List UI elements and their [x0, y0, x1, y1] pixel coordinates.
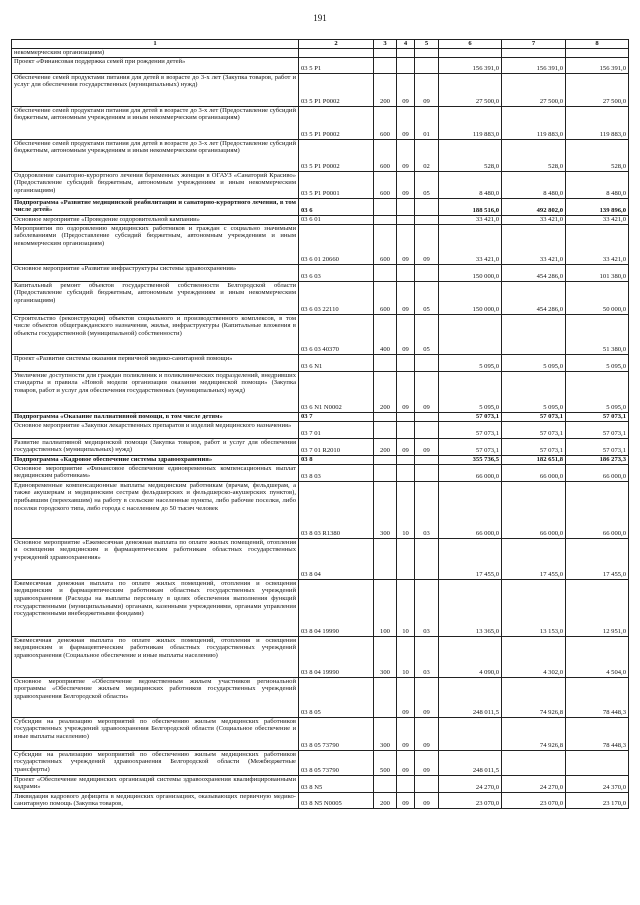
row-code-cell: 03 6 N1 N0002	[299, 371, 374, 412]
row-rz-cell: 09	[397, 717, 415, 750]
row-vr-cell	[374, 354, 397, 371]
row-sum-cell: 74 926,8	[502, 677, 566, 717]
row-pr-cell: 09	[415, 717, 439, 750]
row-sum-cell: 66 000,0	[439, 464, 502, 481]
row-name-cell: Ежемесячная денежная выплата по оплате жилых помещений, отопления и освещения медицинским и фармацевтическим работникам областных государственных учреждений здравоохранения (Социальное обеспечение и иные выплаты населению)	[12, 636, 299, 677]
row-code-cell: 03 6 03 22110	[299, 281, 374, 314]
row-sum-cell: 66 000,0	[502, 481, 566, 538]
table-row	[12, 57, 629, 73]
row-pr-cell	[415, 421, 439, 438]
row-vr-cell	[374, 412, 397, 421]
row-name-cell: Основное мероприятие «Ежемесячная денежная выплата по оплате жилых помещений, отопления и освещения медицинским и фармацевтическим работникам областных государственных учреждений здравоохранения»	[12, 538, 299, 579]
row-name-cell: Строительство (реконструкция) объектов социального и производственного комплексов, в том числе объектов общегражданского назначения, жилья, инфраструктуры (Капитальные вложения в объекты государственной (муниципальной) собственности)	[12, 314, 299, 354]
row-sum-cell: 33 421,0	[502, 215, 566, 224]
row-pr-cell: 02	[415, 139, 439, 171]
row-sum-cell: 4 504,0	[566, 636, 629, 677]
row-sum-cell: 13 365,0	[439, 579, 502, 636]
row-sum-cell: 186 273,3	[566, 455, 629, 464]
row-code-cell: 03 7	[299, 412, 374, 421]
table-row	[12, 775, 629, 792]
row-rz-cell	[397, 464, 415, 481]
row-sum-cell: 24 270,0	[502, 775, 566, 792]
row-sum-cell: 33 421,0	[439, 215, 502, 224]
row-sum-cell: 248 011,5	[439, 677, 502, 717]
row-sum-cell: 27 500,0	[439, 73, 502, 106]
row-pr-cell	[415, 775, 439, 792]
row-rz-cell	[397, 215, 415, 224]
row-sum-cell	[439, 717, 502, 750]
row-rz-cell	[397, 198, 415, 215]
row-name-cell: Основное мероприятие «Закупки лекарственных препаратов и изделий медицинского назначения»	[12, 421, 299, 438]
table-row	[12, 73, 629, 106]
row-sum-cell: 4 090,0	[439, 636, 502, 677]
row-pr-cell: 09	[415, 224, 439, 264]
row-sum-cell: 66 000,0	[566, 481, 629, 538]
row-vr-cell: 100	[374, 579, 397, 636]
row-vr-cell: 200	[374, 73, 397, 106]
row-sum-cell: 17 455,0	[502, 538, 566, 579]
row-pr-cell: 09	[415, 73, 439, 106]
row-sum-cell: 23 070,0	[439, 792, 502, 808]
row-name-cell: Субсидии на реализацию мероприятий по обеспечению жильем медицинских работников государственных учреждений здравоохранения Белгородской области (Межбюджетные трансферты)	[12, 750, 299, 775]
row-name-cell: Капитальный ремонт объектов государственной собственности Белгородской области (Предоставление субсидий бюджетным, автономным учреждениям и иным некоммерческим организациям)	[12, 281, 299, 314]
row-vr-cell: 200	[374, 371, 397, 412]
row-pr-cell	[415, 412, 439, 421]
row-rz-cell: 09	[397, 677, 415, 717]
table-body	[12, 49, 629, 809]
row-sum-cell	[502, 750, 566, 775]
row-code-cell: 03 8 04 19990	[299, 579, 374, 636]
row-name-cell: Единовременные компенсационные выплаты медицинским работникам (врачам, фельдшерам, а также акушеркам и медицинским сестрам фельдшерских и фельдшерско-акушерских пунктов), прибывшим (переехавшим) на работу в сельские населенные пункты, либо рабочие поселки, либо поселки городского типа, либо города с населением до 50 тысяч человек	[12, 481, 299, 538]
row-vr-cell	[374, 198, 397, 215]
row-sum-cell: 78 448,3	[566, 717, 629, 750]
row-code-cell: 03 5 P1 P0002	[299, 106, 374, 139]
header-cell: 8	[566, 40, 629, 49]
row-code-cell: 03 5 P1 P0002	[299, 73, 374, 106]
row-vr-cell	[374, 49, 397, 58]
row-rz-cell: 09	[397, 224, 415, 264]
table-row	[12, 538, 629, 579]
row-pr-cell	[415, 49, 439, 58]
row-name-cell: Основное мероприятие «Обеспечение ведомственным жильем участников региональной программы «Обеспечение жильем медицинских работников государственных учреждений здравоохранения Белгородской области»	[12, 677, 299, 717]
table-row	[12, 579, 629, 636]
row-code-cell	[299, 49, 374, 58]
row-name-cell: Ежемесячная денежная выплата по оплате жилых помещений, отопления и освещения медицинским и фармацевтическим работникам областных государственных учреждений здравоохранения (Расходы на выплаты персоналу в целях обеспечения выполнения функций государственными (муниципальными) органами, казенными учреждениями, органами управления государственными внебюджетными фондами)	[12, 579, 299, 636]
row-sum-cell: 5 095,0	[566, 371, 629, 412]
table-row	[12, 750, 629, 775]
row-sum-cell: 23 070,0	[502, 792, 566, 808]
row-sum-cell: 150 000,0	[439, 264, 502, 281]
row-vr-cell	[374, 538, 397, 579]
row-sum-cell	[502, 49, 566, 58]
row-code-cell: 03 8	[299, 455, 374, 464]
row-name-cell: Увеличение доступности для граждан поликлиник и поликлинических подразделений, внедривших стандарты и правила «Новой модели организации оказания медицинской помощи» (Закупка товаров, работ и услуг для обеспечения государственных (муниципальных) нужд)	[12, 371, 299, 412]
row-name-cell: Ликвидация кадрового дефицита в медицинских организациях, оказывающих первичную медико-санитарную помощь (Закупка товаров,	[12, 792, 299, 808]
row-sum-cell: 182 651,8	[502, 455, 566, 464]
row-rz-cell	[397, 264, 415, 281]
row-sum-cell: 57 073,1	[502, 438, 566, 455]
row-code-cell: 03 8 04 19990	[299, 636, 374, 677]
row-sum-cell: 17 455,0	[566, 538, 629, 579]
row-pr-cell: 05	[415, 314, 439, 354]
row-sum-cell: 101 380,0	[566, 264, 629, 281]
row-rz-cell	[397, 455, 415, 464]
table-row	[12, 314, 629, 354]
row-sum-cell: 17 455,0	[439, 538, 502, 579]
row-sum-cell: 51 380,0	[566, 314, 629, 354]
row-sum-cell: 139 896,0	[566, 198, 629, 215]
row-name-cell: Проект «Развитие системы оказания первичной медико-санитарной помощи»	[12, 354, 299, 371]
row-sum-cell: 27 500,0	[502, 73, 566, 106]
header-cell: 5	[415, 40, 439, 49]
row-code-cell: 03 8 05 73790	[299, 717, 374, 750]
row-code-cell: 03 5 P1 P0002	[299, 139, 374, 171]
row-sum-cell: 5 095,0	[502, 371, 566, 412]
row-vr-cell: 600	[374, 171, 397, 198]
row-sum-cell: 156 391,0	[502, 57, 566, 73]
table-row	[12, 636, 629, 677]
table-row	[12, 371, 629, 412]
row-pr-cell	[415, 354, 439, 371]
row-rz-cell: 09	[397, 139, 415, 171]
row-code-cell: 03 8 03	[299, 464, 374, 481]
row-vr-cell: 200	[374, 438, 397, 455]
row-sum-cell: 12 951,0	[566, 579, 629, 636]
header-cell: 4	[397, 40, 415, 49]
row-code-cell: 03 6 03	[299, 264, 374, 281]
row-pr-cell	[415, 57, 439, 73]
table-row	[12, 438, 629, 455]
row-sum-cell: 57 073,1	[566, 438, 629, 455]
row-rz-cell: 10	[397, 481, 415, 538]
row-vr-cell	[374, 677, 397, 717]
table-row	[12, 224, 629, 264]
row-sum-cell: 8 480,0	[439, 171, 502, 198]
row-sum-cell: 5 095,0	[566, 354, 629, 371]
row-sum-cell: 119 883,0	[439, 106, 502, 139]
row-rz-cell: 09	[397, 281, 415, 314]
row-code-cell: 03 8 N5	[299, 775, 374, 792]
table-row	[12, 264, 629, 281]
row-name-cell: Подпрограмма «Оказание паллиативной помощи, в том числе детям»	[12, 412, 299, 421]
row-code-cell: 03 8 05	[299, 677, 374, 717]
row-vr-cell: 300	[374, 717, 397, 750]
row-code-cell: 03 6 N1	[299, 354, 374, 371]
row-code-cell: 03 6	[299, 198, 374, 215]
row-sum-cell: 5 095,0	[439, 354, 502, 371]
row-rz-cell	[397, 412, 415, 421]
table-row	[12, 171, 629, 198]
row-rz-cell: 09	[397, 438, 415, 455]
row-rz-cell	[397, 421, 415, 438]
row-sum-cell: 454 286,0	[502, 264, 566, 281]
row-sum-cell: 119 883,0	[566, 106, 629, 139]
row-sum-cell: 57 073,1	[439, 412, 502, 421]
row-sum-cell: 8 480,0	[566, 171, 629, 198]
row-sum-cell: 33 421,0	[439, 224, 502, 264]
row-sum-cell	[439, 314, 502, 354]
row-pr-cell	[415, 215, 439, 224]
table-row	[12, 481, 629, 538]
row-rz-cell	[397, 354, 415, 371]
row-sum-cell: 24 370,0	[566, 775, 629, 792]
row-sum-cell: 23 170,0	[566, 792, 629, 808]
row-pr-cell: 09	[415, 792, 439, 808]
row-sum-cell: 156 391,0	[566, 57, 629, 73]
row-sum-cell: 5 095,0	[439, 371, 502, 412]
row-vr-cell	[374, 464, 397, 481]
row-rz-cell	[397, 775, 415, 792]
row-sum-cell: 33 421,0	[566, 215, 629, 224]
row-pr-cell: 09	[415, 371, 439, 412]
row-pr-cell: 01	[415, 106, 439, 139]
row-sum-cell: 78 448,3	[566, 677, 629, 717]
table-row	[12, 412, 629, 421]
row-rz-cell: 09	[397, 171, 415, 198]
row-sum-cell: 5 095,0	[502, 354, 566, 371]
row-name-cell: Оздоровление санаторно-курортного лечения беременных женщин в ОГАУЗ «Санаторий Красиво» (Предоставление субсидий бюджетным, автономным учреждениям и иным некоммерческим организациям)	[12, 171, 299, 198]
row-vr-cell	[374, 775, 397, 792]
row-vr-cell: 600	[374, 106, 397, 139]
table-row	[12, 106, 629, 139]
row-rz-cell: 09	[397, 792, 415, 808]
row-sum-cell: 57 073,1	[439, 421, 502, 438]
table-row	[12, 792, 629, 808]
row-code-cell: 03 6 01	[299, 215, 374, 224]
row-sum-cell: 454 286,0	[502, 281, 566, 314]
row-pr-cell	[415, 538, 439, 579]
row-code-cell: 03 6 03 40370	[299, 314, 374, 354]
row-sum-cell: 33 421,0	[502, 224, 566, 264]
row-sum-cell: 13 153,0	[502, 579, 566, 636]
row-sum-cell: 57 073,1	[566, 412, 629, 421]
table-row	[12, 421, 629, 438]
row-name-cell: некоммерческим организациям)	[12, 49, 299, 58]
row-vr-cell	[374, 455, 397, 464]
table-row	[12, 455, 629, 464]
row-sum-cell: 33 421,0	[566, 224, 629, 264]
row-name-cell: Проект «Обеспечение медицинских организаций системы здравоохранения квалифицированными кадрами»	[12, 775, 299, 792]
row-sum-cell: 66 000,0	[566, 464, 629, 481]
row-sum-cell: 528,0	[502, 139, 566, 171]
row-vr-cell: 300	[374, 636, 397, 677]
row-rz-cell: 09	[397, 371, 415, 412]
table-row	[12, 464, 629, 481]
row-name-cell: Основное мероприятие «Проведение оздоровительной кампании»	[12, 215, 299, 224]
header-cell: 2	[299, 40, 374, 49]
table-row	[12, 281, 629, 314]
row-sum-cell: 4 302,0	[502, 636, 566, 677]
row-sum-cell	[566, 49, 629, 58]
row-sum-cell: 150 000,0	[439, 281, 502, 314]
row-name-cell: Развитие паллиативной медицинской помощи (Закупка товаров, работ и услуг для обеспечения государственных (муниципальных) нужд)	[12, 438, 299, 455]
row-sum-cell: 119 883,0	[502, 106, 566, 139]
row-sum-cell: 27 500,0	[566, 73, 629, 106]
row-code-cell: 03 7 01	[299, 421, 374, 438]
table-row	[12, 49, 629, 58]
row-sum-cell: 57 073,1	[502, 421, 566, 438]
row-name-cell: Обеспечение семей продуктами питания для детей в возрасте до 3-х лет (Предоставление субсидий бюджетным, автономным учреждениям и иным некоммерческим организациям)	[12, 139, 299, 171]
table-row	[12, 354, 629, 371]
row-name-cell: Субсидии на реализацию мероприятий по обеспечению жильем медицинских работников государственных учреждений здравоохранения Белгородской области (Социальное обеспечение и иные выплаты населению)	[12, 717, 299, 750]
row-pr-cell: 05	[415, 171, 439, 198]
row-sum-cell: 492 802,0	[502, 198, 566, 215]
row-pr-cell: 03	[415, 579, 439, 636]
row-sum-cell: 528,0	[439, 139, 502, 171]
row-sum-cell: 50 000,0	[566, 281, 629, 314]
row-name-cell: Подпрограмма «Развитие медицинской реабилитации и санаторно-курортного лечения, в том числе детей»	[12, 198, 299, 215]
row-sum-cell: 57 073,1	[502, 412, 566, 421]
header-cell: 1	[12, 40, 299, 49]
row-name-cell: Проект «Финансовая поддержка семей при рождении детей»	[12, 57, 299, 73]
row-sum-cell: 66 000,0	[439, 481, 502, 538]
row-code-cell: 03 8 05 73790	[299, 750, 374, 775]
row-rz-cell: 10	[397, 579, 415, 636]
row-vr-cell: 400	[374, 314, 397, 354]
row-sum-cell: 156 391,0	[439, 57, 502, 73]
header-cell: 6	[439, 40, 502, 49]
row-vr-cell: 600	[374, 281, 397, 314]
row-pr-cell	[415, 455, 439, 464]
row-sum-cell: 66 000,0	[502, 464, 566, 481]
row-vr-cell: 500	[374, 750, 397, 775]
row-pr-cell: 03	[415, 481, 439, 538]
row-code-cell: 03 7 01 R2010	[299, 438, 374, 455]
row-sum-cell: 57 073,1	[566, 421, 629, 438]
budget-table	[11, 39, 629, 809]
row-pr-cell	[415, 264, 439, 281]
row-vr-cell	[374, 264, 397, 281]
page-number: 191	[313, 13, 327, 23]
table-row	[12, 198, 629, 215]
row-vr-cell	[374, 57, 397, 73]
row-code-cell: 03 8 04	[299, 538, 374, 579]
row-pr-cell: 03	[415, 636, 439, 677]
row-vr-cell: 300	[374, 481, 397, 538]
table-row	[12, 215, 629, 224]
row-name-cell: Обеспечение семей продуктами питания для детей в возрасте до 3-х лет (Закупка товаров, работ и услуг для обеспечения государственных (муниципальных) нужд)	[12, 73, 299, 106]
header-cell: 3	[374, 40, 397, 49]
row-code-cell: 03 5 P1 P0001	[299, 171, 374, 198]
table-row	[12, 717, 629, 750]
row-name-cell: Мероприятия по оздоровлению медицинских работников и граждан с социально значимыми заболеваниями (Предоставление субсидий бюджетным, автономным учреждениям и иным некоммерческим организациям)	[12, 224, 299, 264]
row-code-cell: 03 8 N5 N0005	[299, 792, 374, 808]
row-rz-cell: 09	[397, 314, 415, 354]
row-rz-cell	[397, 57, 415, 73]
row-pr-cell	[415, 198, 439, 215]
row-vr-cell	[374, 215, 397, 224]
table-row	[12, 677, 629, 717]
row-pr-cell: 09	[415, 677, 439, 717]
row-code-cell: 03 8 03 R1380	[299, 481, 374, 538]
row-sum-cell: 57 073,1	[439, 438, 502, 455]
row-vr-cell: 600	[374, 139, 397, 171]
row-code-cell: 03 5 P1	[299, 57, 374, 73]
row-rz-cell: 10	[397, 636, 415, 677]
row-sum-cell: 248 011,5	[439, 750, 502, 775]
row-vr-cell: 200	[374, 792, 397, 808]
row-sum-cell: 528,0	[566, 139, 629, 171]
row-sum-cell: 355 736,5	[439, 455, 502, 464]
row-rz-cell	[397, 538, 415, 579]
header-cell: 7	[502, 40, 566, 49]
row-vr-cell	[374, 421, 397, 438]
row-sum-cell	[566, 750, 629, 775]
row-rz-cell: 09	[397, 750, 415, 775]
row-sum-cell: 74 926,8	[502, 717, 566, 750]
row-name-cell: Обеспечение семей продуктами питания для детей в возрасте до 3-х лет (Предоставление субсидий бюджетным, автономным учреждениям и иным некоммерческим организациям)	[12, 106, 299, 139]
row-pr-cell: 05	[415, 281, 439, 314]
table-header-row	[12, 40, 629, 49]
row-sum-cell: 8 480,0	[502, 171, 566, 198]
row-sum-cell	[439, 49, 502, 58]
row-pr-cell: 09	[415, 438, 439, 455]
row-sum-cell: 24 270,0	[439, 775, 502, 792]
row-pr-cell: 09	[415, 750, 439, 775]
row-sum-cell	[502, 314, 566, 354]
row-sum-cell: 188 516,0	[439, 198, 502, 215]
row-name-cell: Основное мероприятие «Развитие инфраструктуры системы здравоохранения»	[12, 264, 299, 281]
row-name-cell: Основное мероприятие «Финансовое обеспечение единовременных компенсационных выплат медицинским работникам»	[12, 464, 299, 481]
row-rz-cell: 09	[397, 106, 415, 139]
row-name-cell: Подпрограмма «Кадровое обеспечение системы здравоохранения»	[12, 455, 299, 464]
row-pr-cell	[415, 464, 439, 481]
row-rz-cell: 09	[397, 73, 415, 106]
table-row	[12, 139, 629, 171]
row-rz-cell	[397, 49, 415, 58]
row-vr-cell: 600	[374, 224, 397, 264]
row-code-cell: 03 6 01 20660	[299, 224, 374, 264]
